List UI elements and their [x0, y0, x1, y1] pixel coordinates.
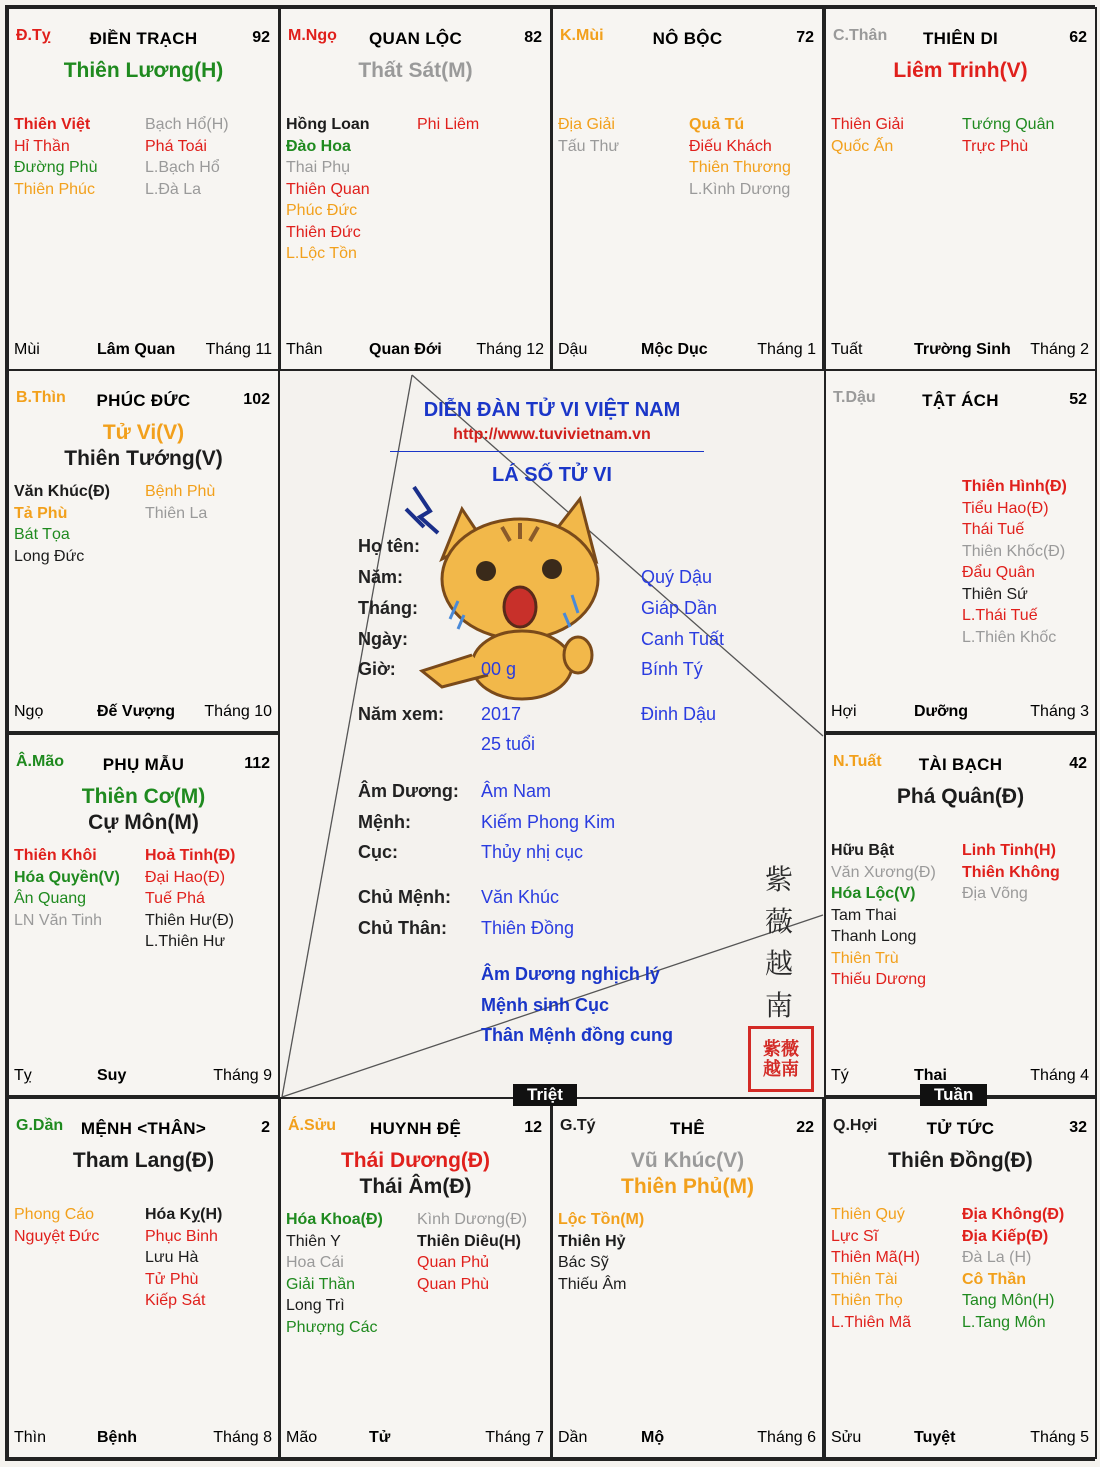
palace-age: 62 [1069, 29, 1087, 46]
palace-branch: Sửu [831, 1429, 862, 1446]
palace-name: PHÚC ĐỨC [96, 391, 191, 410]
palace-ti [551, 1097, 824, 1459]
star-item: Bệnh Phù [145, 483, 216, 500]
palace-stage: Quan Đới [369, 341, 442, 358]
left-stars [286, 1209, 383, 1338]
star-item: Thiên Việt [14, 116, 91, 133]
palace-stage: Tử [369, 1429, 391, 1446]
star-item: Phá Toái [145, 137, 207, 155]
major-star: Cự Môn(M) [88, 811, 199, 834]
palace-stage: Thai [914, 1067, 947, 1084]
value-gio: 00 g [481, 659, 517, 679]
star-item: Long Trì [286, 1297, 345, 1314]
palace-month: Tháng 9 [213, 1067, 272, 1084]
palace-name: THIÊN DI [922, 29, 999, 48]
palace-can: K.Mùi [560, 27, 604, 44]
chart-title: LÁ SỐ TỬ VI [492, 464, 612, 486]
left-stars [558, 1209, 644, 1295]
star-item: Phục Binh [145, 1227, 218, 1245]
value-gio-can: Bính Tý [641, 659, 703, 679]
star-item: Tướng Quân [962, 116, 1055, 133]
left-stars [286, 114, 370, 265]
star-item: Thiên Khốc(Đ) [962, 542, 1066, 560]
palace-stage: Bệnh [97, 1429, 137, 1446]
star-item: Địa Không(Đ) [962, 1206, 1065, 1223]
palace-branch: Mão [286, 1429, 318, 1446]
star-item: L.Bạch Hổ [145, 159, 220, 176]
right-stars [962, 114, 1054, 157]
star-item: Văn Xương(Đ) [831, 863, 936, 881]
left-stars [831, 114, 904, 157]
star-item: Thiếu Dương [831, 971, 927, 988]
palace-branch: Tỵ [14, 1067, 32, 1084]
star-item: Thiên Đức [286, 223, 361, 241]
star-item: L.Đà La [145, 180, 202, 198]
palace-can: G.Dần [16, 1117, 64, 1134]
palace-name: NÔ BỘC [652, 29, 723, 48]
palace-stage: Mộc Dục [641, 341, 708, 358]
palace-branch: Mùi [14, 341, 40, 358]
palace-month: Tháng 10 [204, 703, 272, 720]
major-star: Tử Vi(V) [102, 421, 185, 444]
star-item: Bát Tọa [14, 526, 70, 543]
palace-name: TẬT ÁCH [922, 391, 999, 410]
star-item: Phượng Các [286, 1318, 378, 1336]
star-item: Thiên Hỷ [558, 1232, 626, 1250]
star-item: Địa Kiếp(Đ) [962, 1227, 1049, 1245]
star-item: Tử Phù [145, 1270, 199, 1288]
value-am-duong: Âm Nam [481, 781, 552, 801]
title-divider [390, 451, 704, 452]
palace-dau [824, 369, 1097, 733]
left-stars [14, 1204, 99, 1247]
star-item: Quan Phù [417, 1275, 490, 1293]
star-item: Quốc Ấn [831, 137, 894, 155]
palace-month: Tháng 12 [476, 341, 544, 358]
palace-can: Đ.Tỵ [16, 27, 51, 44]
star-item: Phong Cáo [14, 1206, 95, 1223]
right-stars [145, 481, 215, 524]
star-item: Nguyệt Đức [14, 1227, 100, 1245]
star-item: Hữu Bật [831, 842, 895, 859]
star-item: Thiên Y [286, 1232, 341, 1250]
palace-than [824, 7, 1097, 371]
palace-month: Tháng 2 [1030, 341, 1089, 358]
note-than-menh: Thân Mệnh đồng cung [481, 1025, 673, 1045]
palace-branch: Dậu [558, 341, 588, 358]
tag-triet: Triệt [513, 1084, 577, 1106]
star-item: Kiếp Sát [145, 1292, 206, 1309]
star-item: L.Thiên Hư [145, 933, 226, 950]
star-item: Thiên Không [962, 863, 1060, 881]
star-item: Giải Thần [286, 1275, 356, 1293]
palace-name: QUAN LỘC [368, 29, 463, 48]
star-item: Hóa Lộc(V) [831, 885, 916, 902]
note-am-duong: Âm Dương nghịch lý [481, 964, 660, 984]
major-star: Thiên Phủ(M) [621, 1175, 754, 1198]
right-stars [689, 114, 791, 200]
palace-stage: Lâm Quan [97, 341, 176, 358]
value-tuoi: 25 tuổi [481, 734, 536, 754]
major-star: Thiên Tướng(V) [64, 447, 223, 470]
star-item: Thiên Giải [831, 116, 904, 133]
palace-hoi [824, 1097, 1097, 1459]
star-item: Thiên Thương [689, 159, 791, 176]
label-gio: Giờ: [358, 659, 396, 679]
star-item: Thanh Long [831, 928, 917, 945]
label-am-duong: Âm Dương: [358, 781, 459, 801]
palace-name: TỬ TỨC [926, 1119, 995, 1138]
star-item: Hóa Khoa(Đ) [286, 1211, 383, 1228]
palace-age: 22 [796, 1119, 814, 1136]
star-item: Đẩu Quân [962, 564, 1035, 581]
star-item: Phúc Đức [286, 202, 358, 219]
major-star: Vũ Khúc(V) [630, 1149, 745, 1172]
star-item: Quan Phủ [417, 1254, 490, 1271]
palace-can: Á.Sửu [288, 1117, 337, 1134]
star-item: Phi Liêm [417, 116, 480, 133]
label-ho-ten: Họ tên: [358, 536, 420, 556]
palace-age: 2 [261, 1119, 270, 1136]
label-thang: Tháng: [358, 598, 418, 618]
star-item: Thiên Hình(Đ) [962, 478, 1067, 495]
star-item: Thiên Quý [831, 1206, 905, 1223]
star-item: Lộc Tồn(M) [558, 1211, 645, 1228]
palace-can: M.Ngọ [288, 27, 337, 44]
star-item: Thiếu Âm [558, 1275, 627, 1293]
palace-branch: Ngọ [14, 703, 44, 720]
palace-can: T.Dậu [833, 389, 876, 406]
palace-mui [551, 7, 824, 371]
star-item: Tang Môn(H) [962, 1292, 1055, 1309]
star-item: L.Tang Môn [962, 1313, 1046, 1331]
palace-month: Tháng 11 [205, 341, 272, 358]
star-item: L.Kình Dương [689, 180, 791, 198]
star-item: Thiên Quan [286, 180, 370, 198]
label-ngay: Ngày: [358, 629, 409, 649]
palace-branch: Tý [831, 1067, 849, 1084]
star-item: Bác Sỹ [558, 1254, 609, 1271]
horoscope-chart [5, 5, 1095, 1461]
palace-dan [7, 1097, 280, 1459]
major-star: Thiên Đồng(Đ) [888, 1149, 1033, 1172]
palace-ty [7, 7, 280, 371]
palace-can: Q.Hợi [833, 1117, 878, 1134]
palace-branch: Thân [286, 341, 323, 358]
star-item: Thiên Thọ [831, 1292, 903, 1309]
major-star: Thất Sát(M) [358, 59, 473, 82]
star-item: Hỉ Thần [14, 137, 70, 155]
left-stars [14, 845, 120, 931]
palace-age: 82 [524, 29, 542, 46]
value-ngay-can: Canh Tuất [641, 629, 725, 649]
right-stars [145, 114, 229, 200]
tag-tuan: Tuần [920, 1084, 987, 1106]
star-item: L.Thái Tuế [962, 607, 1038, 624]
major-star: Phá Quân(Đ) [896, 785, 1025, 808]
major-star: Thái Âm(Đ) [359, 1175, 472, 1198]
palace-month: Tháng 8 [213, 1429, 272, 1446]
palace-month: Tháng 7 [485, 1429, 544, 1446]
star-item: Ân Quang [14, 890, 87, 907]
palace-month: Tháng 4 [1030, 1067, 1089, 1084]
right-stars [417, 114, 479, 136]
note-menh-cuc: Mệnh sinh Cục [481, 995, 610, 1015]
label-chu-than: Chủ Thân: [358, 918, 447, 938]
major-star: Thiên Lương(H) [63, 59, 224, 82]
label-menh: Mệnh: [358, 812, 411, 832]
left-stars [558, 114, 619, 157]
star-item: Văn Khúc(Đ) [14, 483, 110, 500]
left-stars [831, 840, 936, 991]
label-chu-menh: Chủ Mệnh: [358, 887, 451, 907]
star-item: Hoa Cái [286, 1254, 344, 1271]
palace-age: 12 [524, 1119, 542, 1136]
right-stars [962, 476, 1067, 648]
palace-can: C.Thân [833, 27, 888, 44]
star-item: Địa Giải [558, 116, 615, 133]
palace-name: THÊ [670, 1119, 705, 1138]
left-stars [831, 1204, 920, 1333]
star-item: L.Thiên Khốc [962, 628, 1057, 646]
right-stars [145, 845, 235, 953]
palace-can: G.Tý [560, 1117, 596, 1134]
star-item: Thiên Tài [831, 1270, 898, 1288]
palace-branch: Tuất [831, 341, 863, 358]
palace-month: Tháng 5 [1030, 1429, 1089, 1446]
star-item: Hóa Quyền(V) [14, 868, 120, 886]
star-item: Đà La (H) [962, 1249, 1032, 1266]
star-item: Thiên La [145, 504, 208, 522]
star-item: Thiên Trù [831, 949, 899, 967]
star-item: Long Đức [14, 547, 85, 565]
palace-name: HUYNH ĐỆ [369, 1119, 462, 1138]
left-stars [14, 114, 97, 200]
major-star: Thái Dương(Đ) [340, 1149, 491, 1172]
palace-ngo [279, 7, 552, 371]
star-item: Hóa Kỵ(H) [145, 1206, 223, 1223]
star-item: Quả Tú [689, 116, 745, 133]
value-thang-can: Giáp Dần [641, 598, 718, 618]
palace-branch: Hợi [831, 703, 857, 720]
label-cuc: Cục: [358, 842, 398, 862]
value-chu-menh: Văn Khúc [481, 887, 560, 907]
palace-age: 52 [1069, 391, 1087, 408]
star-item: Hoả Tinh(Đ) [145, 847, 236, 864]
label-nam-xem: Năm xem: [358, 704, 445, 724]
star-item: Tam Thai [831, 906, 897, 924]
star-item: Thiên Phúc [14, 180, 95, 198]
right-stars [962, 840, 1060, 905]
value-cuc: Thủy nhị cục [481, 842, 584, 862]
palace-name: ĐIỀN TRẠCH [89, 29, 198, 48]
right-stars [417, 1209, 527, 1295]
palace-branch: Dần [558, 1429, 588, 1446]
palace-age: 72 [796, 29, 814, 46]
major-star: Liêm Trinh(V) [893, 59, 1028, 82]
site-title: DIỄN ĐÀN TỬ VI VIỆT NAM [423, 399, 681, 421]
star-item: Kình Dương(Đ) [417, 1211, 528, 1228]
major-star: Tham Lang(Đ) [72, 1149, 215, 1172]
palace-stage: Dưỡng [914, 703, 969, 720]
star-item: L.Thiên Mã [831, 1313, 912, 1331]
palace-stage: Đế Vượng [97, 703, 176, 720]
value-nam-xem-can: Đinh Dậu [641, 704, 717, 724]
right-stars [145, 1204, 222, 1312]
star-item: Thiên Sứ [962, 585, 1028, 603]
palace-month: Tháng 1 [757, 341, 816, 358]
palace-stage: Suy [97, 1067, 127, 1084]
value-nam-can: Quý Dậu [641, 567, 713, 587]
site-url: http://www.tuvivietnam.vn [453, 426, 651, 443]
star-item: Thiên Diêu(H) [417, 1232, 521, 1250]
palace-can: N.Tuất [833, 753, 882, 770]
palace-age: 102 [243, 391, 270, 408]
star-item: Thái Tuế [962, 521, 1025, 538]
center-panel [280, 369, 824, 1098]
palace-age: 42 [1069, 755, 1087, 772]
star-item: Thiên Mã(H) [831, 1249, 920, 1266]
palace-name: MỆNH <THÂN> [80, 1119, 207, 1138]
star-item: L.Lộc Tồn [286, 245, 357, 262]
palace-age: 112 [244, 755, 270, 772]
star-item: Đường Phù [14, 159, 98, 176]
star-item: Đào Hoa [286, 137, 351, 155]
palace-can: B.Thìn [16, 389, 66, 406]
star-item: Điếu Khách [689, 137, 772, 155]
star-item: Thai Phụ [286, 159, 351, 176]
value-menh: Kiếm Phong Kim [481, 812, 616, 832]
star-item: Bạch Hổ(H) [145, 116, 229, 133]
palace-name: PHỤ MẪU [102, 755, 185, 774]
value-chu-than: Thiên Đồng [481, 918, 575, 938]
palace-age: 32 [1069, 1119, 1087, 1136]
calligraphy: 紫薇越南 [765, 863, 794, 1022]
palace-month: Tháng 3 [1030, 703, 1089, 720]
palace-mao [7, 733, 280, 1097]
right-stars [962, 1204, 1064, 1333]
star-item: Địa Võng [962, 885, 1028, 902]
star-item: Trực Phù [962, 137, 1029, 155]
star-item: Tấu Thư [558, 137, 620, 155]
palace-stage: Tuyệt [914, 1429, 956, 1446]
palace-stage: Trường Sinh [914, 341, 1011, 358]
major-star: Thiên Cơ(M) [81, 785, 206, 808]
star-item: Đại Hao(Đ) [145, 868, 226, 886]
red-seal: 紫薇越南 [748, 1026, 814, 1092]
star-item: Tiểu Hao(Đ) [962, 499, 1049, 517]
palace-tuat [824, 733, 1097, 1097]
star-item: Lưu Hà [145, 1249, 199, 1266]
palace-thin [7, 369, 280, 733]
palace-age: 92 [252, 29, 270, 46]
star-item: Thiên Khôi [14, 847, 97, 864]
star-item: Tuế Phá [145, 890, 205, 907]
left-stars [14, 481, 110, 567]
palace-suu [279, 1097, 552, 1459]
palace-branch: Thìn [14, 1429, 47, 1446]
star-item: Lực Sĩ [831, 1227, 879, 1245]
star-item: Thiên Hư(Đ) [145, 911, 234, 929]
star-item: Tả Phù [14, 504, 68, 522]
star-item: LN Văn Tinh [14, 911, 103, 929]
palace-can: Â.Mão [16, 753, 64, 770]
value-nam-xem: 2017 [481, 704, 522, 724]
star-item: Hồng Loan [286, 116, 370, 133]
label-nam: Năm: [358, 567, 404, 587]
palace-month: Tháng 6 [757, 1429, 816, 1446]
star-item: Cô Thần [962, 1270, 1026, 1288]
star-item: Linh Tinh(H) [962, 842, 1056, 859]
palace-name: TÀI BẠCH [918, 755, 1003, 774]
palace-stage: Mộ [641, 1429, 665, 1446]
